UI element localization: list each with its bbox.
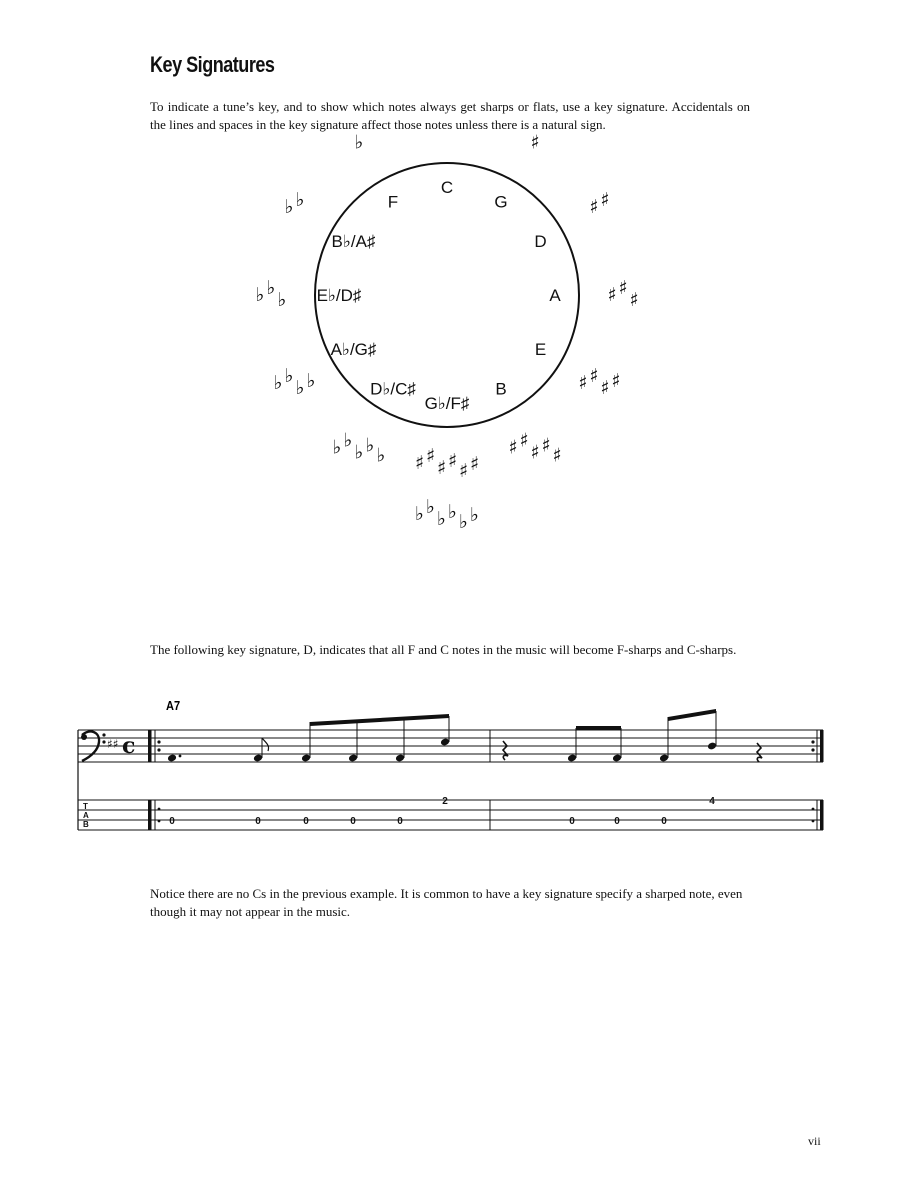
- accidental-glyph: ♭: [354, 441, 364, 464]
- accidental-glyph: ♭: [426, 496, 435, 518]
- tab-label-b: B: [83, 820, 89, 829]
- key-accidentals: [530, 132, 539, 154]
- accidental-glyph: ♭: [459, 511, 468, 533]
- tab-fret: 0: [169, 816, 175, 827]
- accidental-glyph: ♭: [295, 377, 305, 399]
- key-accidentals: [285, 189, 305, 218]
- accidental-glyph: ♭: [266, 277, 276, 299]
- accidental-glyph: ♯: [530, 131, 540, 154]
- key-label: E♭/D♯: [316, 286, 362, 305]
- key-accidentals: [607, 277, 638, 311]
- key-label: G♭/F♯: [424, 394, 470, 413]
- key-accidentals: [415, 445, 479, 482]
- key-label: B♭/A♯: [331, 232, 376, 251]
- accidental-glyph: ♭: [295, 189, 305, 211]
- key-label: D♭/C♯: [370, 379, 416, 399]
- key-label: G: [494, 192, 508, 212]
- accidental-glyph: ♭: [376, 444, 386, 467]
- note-paragraph: Notice there are no Cs in the previous example. It is common to have a key signature specify a sharped note, even though it may not appear in the music.: [150, 886, 743, 919]
- accidental-glyph: ♯: [425, 445, 436, 467]
- example-intro-paragraph: The following key signature, D, indicates that all F and C notes in the music will become F-sharps and C-sharps.: [150, 642, 737, 657]
- accidental-glyph: ♯: [508, 436, 518, 459]
- end-repeat-sign: [811, 730, 823, 830]
- key-label: F: [387, 192, 399, 212]
- accidental-glyph: ♭: [365, 434, 375, 457]
- gb-flats-accidentals: [415, 496, 479, 533]
- accidental-glyph: ♯: [589, 196, 599, 218]
- accidental-glyph: ♭: [284, 365, 294, 387]
- key-accidentals: [256, 277, 287, 311]
- page-heading: Key Signatures: [150, 52, 275, 77]
- key-accidentals: [508, 429, 561, 466]
- tab-fret: 2: [442, 796, 448, 807]
- circle-of-fifths: [0, 131, 900, 550]
- tab-fret: 4: [709, 796, 715, 807]
- tab-fret: 0: [661, 816, 667, 827]
- accidental-glyph: ♭: [273, 372, 283, 394]
- accidental-glyph: ♯: [458, 460, 469, 482]
- tab-label-a: A: [83, 811, 89, 820]
- accidental-glyph: ♯: [578, 372, 588, 394]
- accidental-glyph: ♭: [470, 504, 479, 526]
- intro-paragraph: To indicate a tune’s key, and to show which notes always get sharps or flats, use a key signature. Accidentals on the lines and spaces in the key signature affect those notes unless there is a natural sign.: [150, 99, 750, 132]
- accidental-glyph: ♯: [469, 453, 480, 475]
- key-accidentals: [589, 189, 609, 218]
- accidental-glyph: ♭: [306, 370, 316, 392]
- tab-fret: 0: [303, 816, 309, 827]
- tab-numbers: [169, 796, 715, 827]
- accidental-glyph: ♭: [284, 196, 294, 218]
- tab-fret: 0: [614, 816, 620, 827]
- key-label: A: [549, 286, 561, 305]
- key-label: A♭/G♯: [330, 340, 377, 359]
- accidental-glyph: ♯: [530, 441, 540, 464]
- accidental-glyph: ♭: [437, 508, 446, 530]
- accidental-glyph: ♯: [629, 289, 639, 311]
- accidental-glyph: ♯: [589, 365, 599, 387]
- accidental-glyph: ♭: [343, 429, 353, 452]
- key-label: D: [534, 232, 547, 251]
- tab-fret: 0: [255, 816, 261, 827]
- accidental-glyph: ♭: [354, 131, 364, 154]
- key-label: C: [440, 178, 454, 197]
- tab-fret: 0: [397, 816, 403, 827]
- accidental-glyph: ♭: [277, 289, 287, 311]
- accidental-glyph: ♭: [448, 501, 457, 523]
- accidental-glyph: ♯: [611, 370, 621, 392]
- key-accidentals: [274, 365, 316, 399]
- key-accidentals: [333, 429, 386, 466]
- accidental-glyph: ♯: [436, 457, 447, 479]
- accidental-glyph: ♯: [519, 429, 529, 452]
- accidental-glyph: ♯: [541, 434, 551, 457]
- accidental-glyph: ♯: [552, 444, 562, 467]
- tab-fret: 0: [569, 816, 575, 827]
- key-accidentals: [578, 365, 620, 399]
- accidental-glyph: ♯: [607, 284, 617, 306]
- accidental-glyph: ♯: [447, 450, 458, 472]
- key-label: B: [495, 379, 507, 399]
- accidental-glyph: ♯: [600, 377, 610, 399]
- page-number: vii: [808, 1134, 821, 1148]
- accidental-glyph: ♭: [415, 503, 424, 525]
- accidental-glyph: ♭: [255, 284, 265, 306]
- repeat-sign-icon: [148, 730, 161, 830]
- key-signature: ♯♯: [107, 737, 119, 751]
- chord-symbol: A7: [166, 698, 181, 714]
- key-accidentals: [355, 132, 364, 154]
- accidental-glyph: ♭: [332, 436, 342, 459]
- accidental-glyph: ♯: [414, 452, 425, 474]
- key-label: E: [534, 340, 547, 359]
- tab-label-t: T: [83, 802, 88, 811]
- accidental-glyph: ♯: [618, 277, 628, 299]
- bass-music-example: [0, 690, 900, 840]
- time-signature: c: [122, 733, 136, 759]
- accidental-glyph: ♯: [600, 189, 610, 211]
- tab-fret: 0: [350, 816, 356, 827]
